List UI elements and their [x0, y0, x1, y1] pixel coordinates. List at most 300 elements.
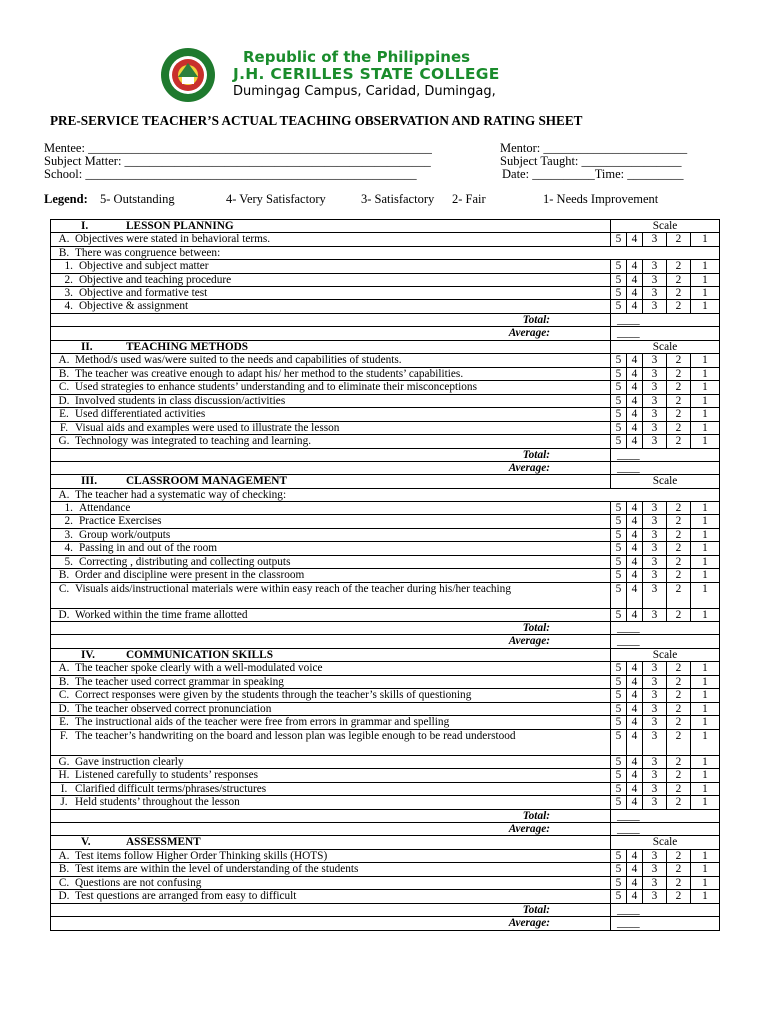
criterion-row: [51, 782, 720, 796]
rating-5[interactable]: 5: [611, 849, 627, 863]
rating-4[interactable]: 4: [627, 769, 643, 783]
rating-3[interactable]: 3: [643, 300, 667, 313]
rating-3[interactable]: 3: [643, 435, 667, 449]
rating-5[interactable]: 5: [611, 367, 627, 381]
rating-3[interactable]: 3: [643, 542, 667, 555]
legend-label: Legend:: [44, 192, 88, 206]
criterion-row: [51, 408, 720, 422]
rating-3[interactable]: 3: [643, 769, 667, 783]
legend-5: 5- Outstanding: [100, 192, 175, 206]
criterion-row: [51, 716, 720, 730]
rating-4[interactable]: 4: [627, 662, 643, 676]
criterion-row: [51, 849, 720, 863]
rating-4[interactable]: 4: [627, 876, 643, 890]
section-header-row: [51, 475, 720, 488]
rating-1[interactable]: 1: [691, 863, 720, 877]
rating-4[interactable]: 4: [627, 863, 643, 877]
rating-5[interactable]: 5: [611, 421, 627, 435]
rating-1[interactable]: 1: [691, 729, 720, 755]
criterion-text: D. Test questions are arranged from easy to difficult: [51, 890, 611, 904]
scale-header: Scale: [611, 475, 720, 488]
rating-2[interactable]: 2: [667, 582, 691, 608]
rating-2[interactable]: 2: [667, 702, 691, 716]
section-title: I. LESSON PLANNING: [51, 220, 611, 233]
criterion-text: C. Visuals aids/instructional materials were within easy reach of the teacher during his/her teaching: [51, 582, 611, 608]
rating-4[interactable]: 4: [627, 260, 643, 273]
sub-criterion-row: [51, 300, 720, 313]
rating-4[interactable]: 4: [627, 300, 643, 313]
rating-4[interactable]: 4: [627, 689, 643, 703]
scale-header: Scale: [611, 648, 720, 661]
rating-2[interactable]: 2: [667, 662, 691, 676]
rating-5[interactable]: 5: [611, 755, 627, 769]
rating-3[interactable]: 3: [643, 729, 667, 755]
header-republic: Republic of the Philippines: [243, 48, 471, 66]
rating-2[interactable]: 2: [667, 542, 691, 555]
rating-2[interactable]: 2: [667, 863, 691, 877]
subject-taught-field[interactable]: Subject Taught: ________________: [500, 154, 682, 168]
rating-4[interactable]: 4: [627, 796, 643, 810]
average-value[interactable]: ____: [611, 461, 720, 474]
criterion-text: H. Listened carefully to students’ responses: [51, 769, 611, 783]
rating-4[interactable]: 4: [627, 729, 643, 755]
rating-3[interactable]: 3: [643, 394, 667, 408]
section-title: II. TEACHING METHODS: [51, 340, 611, 353]
section-header-row: [51, 340, 720, 353]
criterion-row: [51, 394, 720, 408]
rating-5[interactable]: 5: [611, 890, 627, 904]
criterion-text: E. Used differentiated activities: [51, 408, 611, 422]
rating-2[interactable]: 2: [667, 849, 691, 863]
rating-5[interactable]: 5: [611, 542, 627, 555]
criterion-row: [51, 367, 720, 381]
criterion-row: [51, 796, 720, 810]
rating-1[interactable]: 1: [691, 755, 720, 769]
criterion-row: [51, 675, 720, 689]
rating-2[interactable]: 2: [667, 233, 691, 247]
rating-2[interactable]: 2: [667, 716, 691, 730]
rating-1[interactable]: 1: [691, 608, 720, 622]
rating-3[interactable]: 3: [643, 702, 667, 716]
rating-2[interactable]: 2: [667, 755, 691, 769]
rating-3[interactable]: 3: [643, 689, 667, 703]
rating-1[interactable]: 1: [691, 716, 720, 730]
rating-5[interactable]: 5: [611, 408, 627, 422]
rating-3[interactable]: 3: [643, 421, 667, 435]
rating-3[interactable]: 3: [643, 608, 667, 622]
rating-5[interactable]: 5: [611, 608, 627, 622]
total-row: [51, 903, 720, 916]
criterion-text: D. The teacher observed correct pronunciation: [51, 702, 611, 716]
rating-2[interactable]: 2: [667, 782, 691, 796]
rating-5[interactable]: 5: [611, 233, 627, 247]
rating-5[interactable]: 5: [611, 702, 627, 716]
rating-3[interactable]: 3: [643, 849, 667, 863]
mentor-field[interactable]: Mentor: _______________________: [500, 141, 688, 155]
rating-5[interactable]: 5: [611, 260, 627, 273]
rating-5[interactable]: 5: [611, 381, 627, 395]
criterion-row: [51, 381, 720, 395]
school-field[interactable]: School: _____________________________________________________: [44, 167, 417, 181]
criterion-text: G. Technology was integrated to teaching and learning.: [51, 435, 611, 449]
sub-criterion-text: 5. Correcting , distributing and collecting outputs: [51, 555, 611, 568]
total-value[interactable]: ____: [611, 448, 720, 461]
criterion-heading-row: [51, 246, 720, 259]
rating-5[interactable]: 5: [611, 582, 627, 608]
criterion-text: A. Test items follow Higher Order Thinking skills (HOTS): [51, 849, 611, 863]
section-header-row: [51, 836, 720, 849]
rating-4[interactable]: 4: [627, 367, 643, 381]
criterion-text: C. Used strategies to enhance students’ understanding and to eliminate their misconceptions: [51, 381, 611, 395]
rating-3[interactable]: 3: [643, 876, 667, 890]
rating-5[interactable]: 5: [611, 569, 627, 583]
rating-1[interactable]: 1: [691, 421, 720, 435]
average-value[interactable]: ____: [611, 823, 720, 836]
rating-4[interactable]: 4: [627, 542, 643, 555]
rating-4[interactable]: 4: [627, 675, 643, 689]
average-row: [51, 823, 720, 836]
rating-1[interactable]: 1: [691, 542, 720, 555]
rating-4[interactable]: 4: [627, 381, 643, 395]
legend-4: 4- Very Satisfactory: [226, 192, 326, 206]
criterion-row: [51, 863, 720, 877]
rating-2[interactable]: 2: [667, 608, 691, 622]
total-value[interactable]: ____: [611, 903, 720, 916]
rating-5[interactable]: 5: [611, 769, 627, 783]
rating-3[interactable]: 3: [643, 675, 667, 689]
criterion-row: [51, 233, 720, 247]
rating-4[interactable]: 4: [627, 394, 643, 408]
rating-1[interactable]: 1: [691, 876, 720, 890]
criterion-text: G. Gave instruction clearly: [51, 755, 611, 769]
sub-criterion-text: 2. Practice Exercises: [51, 515, 611, 528]
criterion-row: [51, 608, 720, 622]
rating-2[interactable]: 2: [667, 273, 691, 286]
criterion-text: E. The instructional aids of the teacher were free from errors in grammar and spelling: [51, 716, 611, 730]
rating-2[interactable]: 2: [667, 555, 691, 568]
average-value[interactable]: ____: [611, 917, 720, 930]
sub-criterion-text: 1. Attendance: [51, 502, 611, 515]
rating-3[interactable]: 3: [643, 367, 667, 381]
rating-2[interactable]: 2: [667, 367, 691, 381]
mentee-field[interactable]: Mentee: _______________________________________________________: [44, 141, 432, 155]
rating-1[interactable]: 1: [691, 528, 720, 541]
sub-criterion-row: [51, 555, 720, 568]
rating-5[interactable]: 5: [611, 515, 627, 528]
rating-1[interactable]: 1: [691, 515, 720, 528]
rating-5[interactable]: 5: [611, 675, 627, 689]
section-header-row: [51, 648, 720, 661]
criterion-text: C. Questions are not confusing: [51, 876, 611, 890]
rating-4[interactable]: 4: [627, 408, 643, 422]
rating-5[interactable]: 5: [611, 863, 627, 877]
rating-1[interactable]: 1: [691, 582, 720, 608]
rating-2[interactable]: 2: [667, 408, 691, 422]
rating-5[interactable]: 5: [611, 716, 627, 730]
rating-4[interactable]: 4: [627, 608, 643, 622]
rating-2[interactable]: 2: [667, 260, 691, 273]
sub-criterion-text: 4. Passing in and out of the room: [51, 542, 611, 555]
rating-2[interactable]: 2: [667, 381, 691, 395]
total-row: [51, 622, 720, 635]
rating-3[interactable]: 3: [643, 716, 667, 730]
criterion-text: J. Held students’ throughout the lesson: [51, 796, 611, 810]
rating-2[interactable]: 2: [667, 796, 691, 810]
average-label: Average:: [51, 917, 611, 930]
rating-1[interactable]: 1: [691, 381, 720, 395]
rating-2[interactable]: 2: [667, 890, 691, 904]
rating-1[interactable]: 1: [691, 408, 720, 422]
rating-1[interactable]: 1: [691, 849, 720, 863]
legend-1: 1- Needs Improvement: [543, 192, 659, 206]
average-value[interactable]: ____: [611, 635, 720, 648]
criterion-heading: B. There was congruence between:: [51, 246, 720, 259]
rating-1[interactable]: 1: [691, 394, 720, 408]
section-title: IV. COMMUNICATION SKILLS: [51, 648, 611, 661]
total-value[interactable]: ____: [611, 622, 720, 635]
rating-4[interactable]: 4: [627, 702, 643, 716]
legend-3: 3- Satisfactory: [361, 192, 435, 206]
rating-1[interactable]: 1: [691, 300, 720, 313]
rating-1[interactable]: 1: [691, 555, 720, 568]
rating-4[interactable]: 4: [627, 569, 643, 583]
total-value[interactable]: ____: [611, 313, 720, 326]
rating-4[interactable]: 4: [627, 435, 643, 449]
rating-1[interactable]: 1: [691, 569, 720, 583]
page-title: PRE-SERVICE TEACHER’S ACTUAL TEACHING OBSERVATION AND RATING SHEET: [50, 113, 583, 128]
rating-1[interactable]: 1: [691, 675, 720, 689]
rating-1[interactable]: 1: [691, 287, 720, 300]
header-college-name: J.H. CERILLES STATE COLLEGE: [233, 65, 500, 83]
sub-criterion-text: 1. Objective and subject matter: [51, 260, 611, 273]
rating-5[interactable]: 5: [611, 729, 627, 755]
criterion-text: B. Order and discipline were present in the classroom: [51, 569, 611, 583]
total-row: [51, 809, 720, 822]
rating-5[interactable]: 5: [611, 300, 627, 313]
rating-4[interactable]: 4: [627, 515, 643, 528]
rating-5[interactable]: 5: [611, 555, 627, 568]
rating-2[interactable]: 2: [667, 435, 691, 449]
rating-4[interactable]: 4: [627, 582, 643, 608]
criterion-heading: A. The teacher had a systematic way of checking:: [51, 488, 720, 501]
criterion-row: [51, 876, 720, 890]
criterion-row: [51, 769, 720, 783]
total-label: Total:: [51, 313, 611, 326]
average-label: Average:: [51, 327, 611, 340]
criterion-text: F. The teacher’s handwriting on the board and lesson plan was legible enough to be read understood: [51, 729, 611, 755]
sub-criterion-row: [51, 528, 720, 541]
rating-2[interactable]: 2: [667, 300, 691, 313]
criterion-text: A. Method/s used was/were suited to the needs and capabilities of students.: [51, 354, 611, 368]
sub-criterion-text: 3. Objective and formative test: [51, 287, 611, 300]
rating-3[interactable]: 3: [643, 287, 667, 300]
rating-5[interactable]: 5: [611, 782, 627, 796]
criterion-text: B. The teacher used correct grammar in speaking: [51, 675, 611, 689]
criterion-text: A. Objectives were stated in behavioral terms.: [51, 233, 611, 247]
rating-2[interactable]: 2: [667, 689, 691, 703]
rating-3[interactable]: 3: [643, 782, 667, 796]
rating-2[interactable]: 2: [667, 515, 691, 528]
total-label: Total:: [51, 809, 611, 822]
scale-header: Scale: [611, 220, 720, 233]
criterion-row: [51, 890, 720, 904]
criterion-row: [51, 582, 720, 608]
total-label: Total:: [51, 903, 611, 916]
rating-4[interactable]: 4: [627, 555, 643, 568]
criterion-row: [51, 662, 720, 676]
rating-3[interactable]: 3: [643, 796, 667, 810]
average-label: Average:: [51, 461, 611, 474]
total-value[interactable]: ____: [611, 809, 720, 822]
rating-2[interactable]: 2: [667, 287, 691, 300]
criterion-row: [51, 421, 720, 435]
average-row: [51, 461, 720, 474]
rating-5[interactable]: 5: [611, 528, 627, 541]
rating-3[interactable]: 3: [643, 381, 667, 395]
average-label: Average:: [51, 823, 611, 836]
rating-4[interactable]: 4: [627, 502, 643, 515]
rating-3[interactable]: 3: [643, 863, 667, 877]
rating-3[interactable]: 3: [643, 890, 667, 904]
rating-2[interactable]: 2: [667, 769, 691, 783]
rating-5[interactable]: 5: [611, 273, 627, 286]
date-time-field[interactable]: Date: __________Time: _________: [502, 167, 684, 181]
rating-1[interactable]: 1: [691, 502, 720, 515]
rating-3[interactable]: 3: [643, 354, 667, 368]
rating-4[interactable]: 4: [627, 233, 643, 247]
rating-3[interactable]: 3: [643, 528, 667, 541]
section-title: III. CLASSROOM MANAGEMENT: [51, 475, 611, 488]
rating-5[interactable]: 5: [611, 876, 627, 890]
rating-1[interactable]: 1: [691, 367, 720, 381]
rating-1[interactable]: 1: [691, 890, 720, 904]
sub-criterion-row: [51, 287, 720, 300]
rating-3[interactable]: 3: [643, 260, 667, 273]
rating-4[interactable]: 4: [627, 287, 643, 300]
section-title: V. ASSESSMENT: [51, 836, 611, 849]
rating-4[interactable]: 4: [627, 782, 643, 796]
rating-3[interactable]: 3: [643, 408, 667, 422]
rating-2[interactable]: 2: [667, 729, 691, 755]
rating-4[interactable]: 4: [627, 354, 643, 368]
rating-5[interactable]: 5: [611, 502, 627, 515]
average-row: [51, 917, 720, 930]
rating-2[interactable]: 2: [667, 421, 691, 435]
rating-2[interactable]: 2: [667, 569, 691, 583]
total-row: [51, 313, 720, 326]
rating-1[interactable]: 1: [691, 796, 720, 810]
total-row: [51, 448, 720, 461]
rating-1[interactable]: 1: [691, 769, 720, 783]
rating-3[interactable]: 3: [643, 555, 667, 568]
rating-2[interactable]: 2: [667, 394, 691, 408]
criterion-row: [51, 435, 720, 449]
rating-1[interactable]: 1: [691, 782, 720, 796]
header: [0, 44, 768, 104]
criterion-heading-row: [51, 488, 720, 501]
rating-5[interactable]: 5: [611, 689, 627, 703]
sub-criterion-text: 4. Objective & assignment: [51, 300, 611, 313]
rating-2[interactable]: 2: [667, 502, 691, 515]
sub-criterion-row: [51, 515, 720, 528]
total-label: Total:: [51, 622, 611, 635]
sub-criterion-row: [51, 502, 720, 515]
rating-3[interactable]: 3: [643, 502, 667, 515]
header-campus: Dumingag Campus, Caridad, Dumingag,: [233, 84, 496, 99]
criterion-row: [51, 755, 720, 769]
rating-5[interactable]: 5: [611, 662, 627, 676]
rating-5[interactable]: 5: [611, 435, 627, 449]
legend-2: 2- Fair: [452, 192, 486, 206]
sub-criterion-text: 3. Group work/outputs: [51, 528, 611, 541]
subject-matter-field[interactable]: Subject Matter: _________________________________________________: [44, 154, 431, 168]
criterion-text: B. The teacher was creative enough to adapt his/ her method to the students’ capabilities.: [51, 367, 611, 381]
rating-table: [50, 219, 720, 931]
rating-1[interactable]: 1: [691, 702, 720, 716]
rating-1[interactable]: 1: [691, 435, 720, 449]
criterion-text: F. Visual aids and examples were used to illustrate the lesson: [51, 421, 611, 435]
rating-2[interactable]: 2: [667, 528, 691, 541]
rating-3[interactable]: 3: [643, 515, 667, 528]
rating-2[interactable]: 2: [667, 876, 691, 890]
rating-4[interactable]: 4: [627, 421, 643, 435]
criterion-text: B. Test items are within the level of understanding of the students: [51, 863, 611, 877]
sub-criterion-row: [51, 273, 720, 286]
criterion-text: D. Involved students in class discussion/activities: [51, 394, 611, 408]
rating-5[interactable]: 5: [611, 394, 627, 408]
rating-2[interactable]: 2: [667, 354, 691, 368]
criterion-row: [51, 569, 720, 583]
criterion-row: [51, 729, 720, 755]
rating-3[interactable]: 3: [643, 662, 667, 676]
scale-header: Scale: [611, 836, 720, 849]
rating-2[interactable]: 2: [667, 675, 691, 689]
rating-3[interactable]: 3: [643, 569, 667, 583]
section-header-row: [51, 220, 720, 233]
rating-1[interactable]: 1: [691, 689, 720, 703]
scale-header: Scale: [611, 340, 720, 353]
average-value[interactable]: ____: [611, 327, 720, 340]
rating-4[interactable]: 4: [627, 528, 643, 541]
rating-1[interactable]: 1: [691, 662, 720, 676]
criterion-row: [51, 689, 720, 703]
college-seal-logo: [160, 47, 216, 103]
rating-5[interactable]: 5: [611, 287, 627, 300]
rating-3[interactable]: 3: [643, 755, 667, 769]
average-row: [51, 327, 720, 340]
average-row: [51, 635, 720, 648]
rating-1[interactable]: 1: [691, 233, 720, 247]
sub-criterion-text: 2. Objective and teaching procedure: [51, 273, 611, 286]
rating-5[interactable]: 5: [611, 354, 627, 368]
rating-3[interactable]: 3: [643, 273, 667, 286]
rating-3[interactable]: 3: [643, 582, 667, 608]
rating-4[interactable]: 4: [627, 273, 643, 286]
rating-1[interactable]: 1: [691, 260, 720, 273]
criterion-row: [51, 354, 720, 368]
rating-3[interactable]: 3: [643, 233, 667, 247]
rating-5[interactable]: 5: [611, 796, 627, 810]
rating-1[interactable]: 1: [691, 273, 720, 286]
average-label: Average:: [51, 635, 611, 648]
rating-4[interactable]: 4: [627, 755, 643, 769]
rating-1[interactable]: 1: [691, 354, 720, 368]
total-label: Total:: [51, 448, 611, 461]
rating-4[interactable]: 4: [627, 716, 643, 730]
rating-4[interactable]: 4: [627, 849, 643, 863]
rating-4[interactable]: 4: [627, 890, 643, 904]
criterion-text: A. The teacher spoke clearly with a well-modulated voice: [51, 662, 611, 676]
